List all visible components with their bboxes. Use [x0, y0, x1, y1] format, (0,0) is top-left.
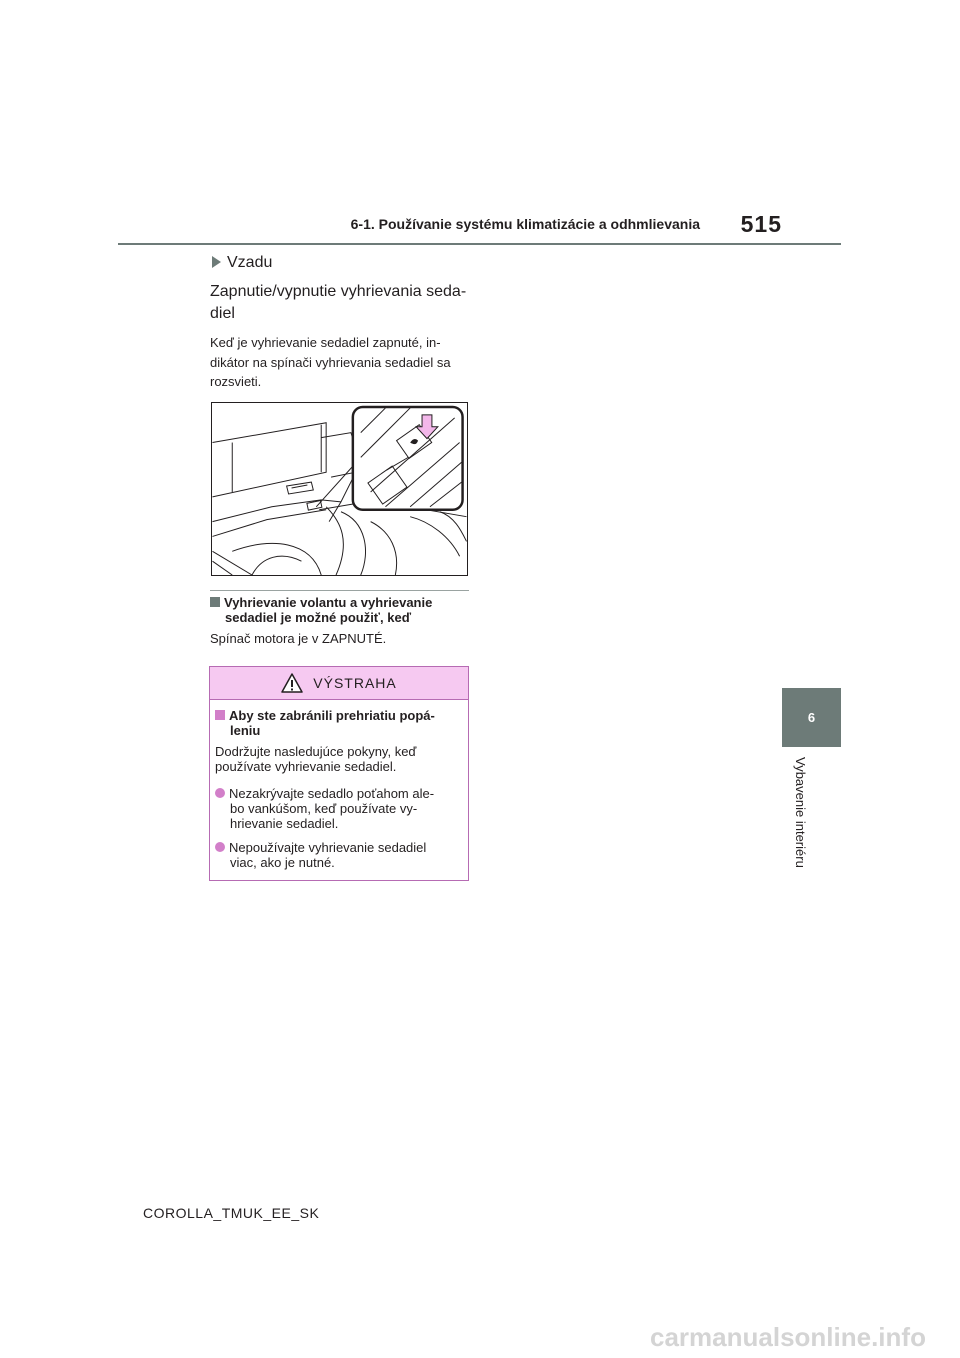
warning-box	[209, 666, 469, 881]
footer-code: COROLLA_TMUK_EE_SK	[143, 1205, 320, 1221]
note-heading-line2: sedadiel je možné použiť, keď	[225, 610, 412, 625]
warning-item-line2: viac, ako je nutné.	[230, 855, 335, 870]
note-heading-line1: Vyhrievanie volantu a vyhrievanie	[224, 595, 433, 610]
warning-item-line3: hrievanie sedadiel.	[230, 816, 339, 831]
warning-heading-line1: Aby ste zabránili prehriatiu popá-	[229, 708, 435, 723]
chapter-number: 6	[807, 710, 816, 725]
chapter-tab	[782, 688, 841, 747]
note-heading	[210, 595, 472, 625]
body-text: Keď je vyhrievanie sedadiel zapnuté, in-dikátor na spínači vyhrievania sedadiel sa rozsvieti.	[210, 335, 451, 389]
warning-triangle-icon	[281, 673, 303, 693]
watermark: carmanualsonline.info	[650, 1322, 926, 1352]
triangle-bullet-icon	[212, 256, 221, 268]
chapter-label: Vybavenie interiéru	[793, 757, 808, 868]
circle-bullet-icon	[215, 788, 225, 798]
warning-item	[215, 840, 465, 870]
section-title: Zapnutie/vypnutie vyhrievania seda-diel	[210, 283, 467, 322]
warning-item-line2: bo vankúšom, keď používate vy-	[230, 801, 418, 816]
subheading	[212, 254, 272, 272]
warning-intro: Dodržujte nasledujúce pokyny, keď používate vyhrievanie sedadiel.	[215, 744, 417, 774]
warning-item-line1: Nepoužívajte vyhrievanie sedadiel	[229, 840, 427, 855]
subheading-text: Vzadu	[227, 254, 273, 271]
car-interior-drawing	[212, 403, 467, 575]
warning-title: VÝSTRAHA	[313, 675, 397, 691]
circle-bullet-icon	[215, 842, 225, 852]
note-text: Spínač motora je v ZAPNUTÉ.	[210, 631, 387, 646]
note-rule	[210, 590, 469, 591]
warning-item-line1: Nezakrývajte sedadlo poťahom ale-	[229, 786, 435, 801]
warning-heading-line2: leniu	[230, 723, 261, 738]
square-bullet-icon	[215, 710, 225, 720]
warning-header	[210, 667, 468, 700]
seat-heater-switch-illustration	[211, 402, 468, 576]
warning-heading	[215, 708, 465, 738]
page-number: 515	[740, 211, 782, 237]
header-rule	[118, 243, 841, 245]
header-section-title: 6-1. Používanie systému klimatizácie a odhmlievania	[350, 216, 700, 232]
warning-item	[215, 786, 465, 831]
square-bullet-icon	[210, 597, 220, 607]
